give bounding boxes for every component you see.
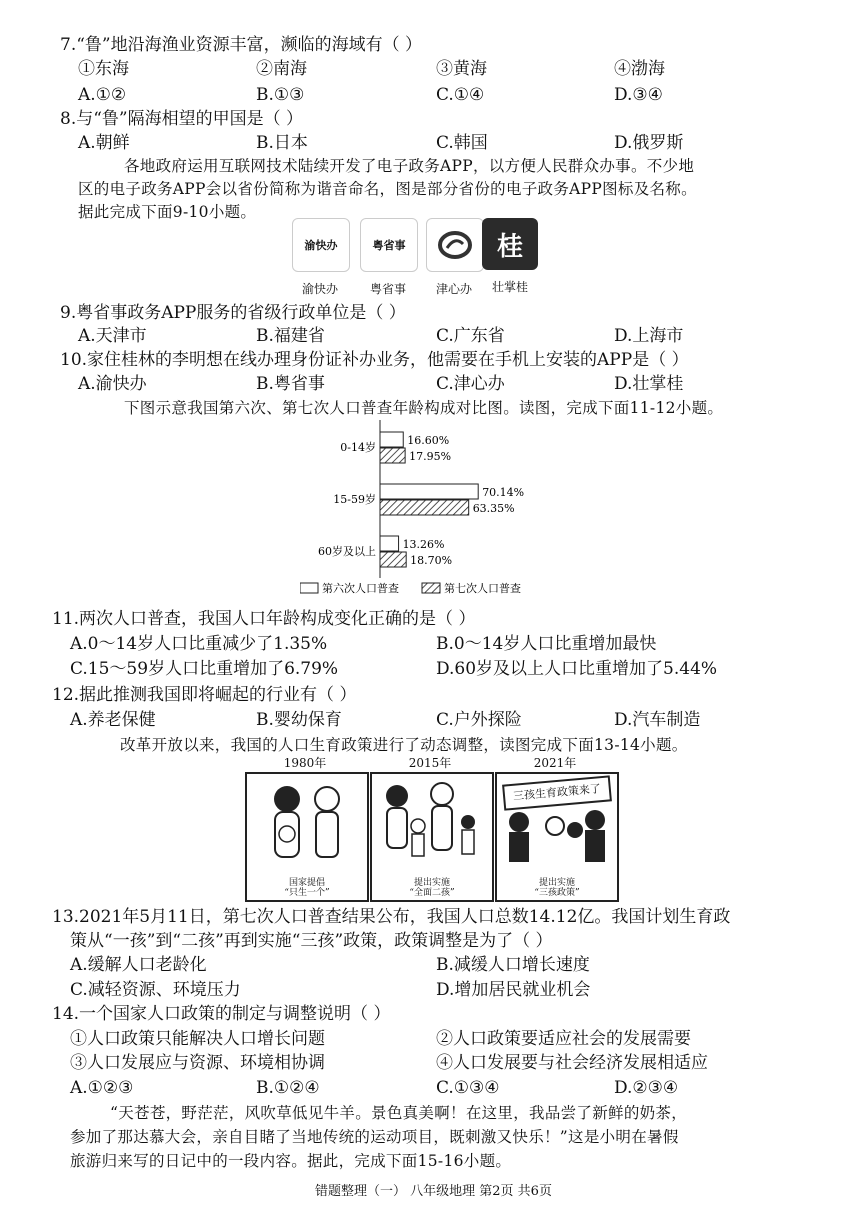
q8-option-b: B.日本 [256,133,308,153]
chart-bar [380,552,406,567]
app-zhuangzhanggui [482,218,538,295]
chart-category-label: 0-14岁 [340,441,376,454]
q13-option-d: D.增加居民就业机会 [436,980,591,1000]
q14-option-a: A.①②③ [70,1078,134,1098]
chart-bar [380,500,469,515]
zhuangzhanggui-icon-text: 桂 [496,231,523,262]
cartoon-caption-1980: 国家提倡 “只生一个” [284,878,330,898]
chart-legend-swatch [300,583,318,593]
q14-stem: 14.一个国家人口政策的制定与调整说明（ ） [52,1004,391,1024]
q11-stem: 11.两次人口普查，我国人口年龄构成变化正确的是（ ） [52,609,476,629]
q11-option-c: C.15～59岁人口比重增加了6.79% [70,659,339,679]
chart-legend-swatch [422,583,440,593]
q10-option-c: C.津心办 [436,374,505,394]
one-child-family-icon [247,774,367,874]
jinxinban-logo-icon [437,230,473,260]
app-icon-row [292,218,642,298]
yueshengshi-icon-text: 粤省事 [372,239,406,252]
chart-data-label: 17.95% [409,450,452,463]
chart-data-label: 16.60% [407,434,450,447]
three-child-sign: 三孩生育政策来了 [502,775,612,810]
age-structure-chart [300,420,600,605]
page-footer: 错题整理（一） 八年级地理 第2页 共6页 [315,1184,552,1199]
q14-item-1: ①人口政策只能解决人口增长问题 [70,1029,325,1049]
cartoon-year-2021: 2021年 [533,756,577,770]
q12-stem: 12.据此推测我国即将崛起的行业有（ ） [52,685,357,705]
intro9-line-3: 据此完成下面9-10小题。 [78,203,257,221]
q7-item-4: ④渤海 [614,59,665,79]
intro9-line-1: 各地政府运用互联网技术陆续开发了电子政务APP，以方便人民群众办事。不少地 [124,157,695,175]
q9-option-a: A.天津市 [78,326,147,346]
chart-legend-label: 第六次人口普查 [322,582,399,595]
chart-bar [380,484,478,499]
q14-item-2: ②人口政策要适应社会的发展需要 [436,1029,691,1049]
zhuangzhanggui-icon [482,218,538,270]
intro15-line-2: 参加了那达慕大会，亲自目睹了当地传统的运动项目，既刺激又快乐！”这是小明在暑假 [70,1128,679,1146]
cartoon-two-child [370,772,494,902]
q13-option-c: C.减轻资源、环境压力 [70,980,241,1000]
chart-data-label: 63.35% [472,502,515,515]
q13-stem-line-2: 策从“一孩”到“二孩”再到实施“三孩”政策，政策调整是为了（ ） [70,931,553,951]
q9-option-c: C.广东省 [436,326,505,346]
cartoon-caption-2015: 提出实施 “全面二孩” [409,878,455,898]
app-label-yukuaiban: 渝快办 [301,282,338,296]
q13-option-b: B.减缓人口增长速度 [436,955,590,975]
yukuaiban-icon-text: 渝快办 [304,239,338,252]
q10-option-a: A.渝快办 [78,374,147,394]
q7-item-3: ③黄海 [436,59,487,79]
app-jinxinban [426,218,482,297]
q9-option-b: B.福建省 [256,326,325,346]
q7-option-a: A.①② [78,85,127,105]
q12-option-d: D.汽车制造 [614,710,701,730]
chart-category-label: 15-59岁 [333,493,376,506]
q10-option-b: B.粤省事 [256,374,325,394]
q10-stem: 10.家住桂林的李明想在线办理身份证补办业务，他需要在手机上安装的APP是（ ） [60,350,689,370]
cartoon-one-child [245,772,369,902]
intro15-line-3: 旅游归来写的日记中的一段内容。据此，完成下面15-16小题。 [70,1152,512,1170]
cartoon-year-1980: 1980年 [283,756,327,770]
yueshengshi-icon [360,218,418,272]
q14-item-4: ④人口发展要与社会经济发展相适应 [436,1053,708,1073]
q7-stem: 7.“鲁”地沿海渔业资源丰富，濒临的海域有（ ） [60,35,423,55]
yukuaiban-icon [292,218,350,272]
q7-item-1: ①东海 [78,59,129,79]
intro13-text: 改革开放以来，我国的人口生育政策进行了动态调整，读图完成下面13-14小题。 [120,736,688,754]
q14-option-c: C.①③④ [436,1078,500,1098]
chart-bar [380,448,405,463]
q8-option-c: C.韩国 [436,133,488,153]
cartoon-three-child [495,772,619,902]
cartoon-year-2015: 2015年 [408,756,452,770]
app-yueshengshi [360,218,416,297]
q8-option-a: A.朝鲜 [78,133,130,153]
q11-option-d: D.60岁及以上人口比重增加了5.44% [436,659,718,679]
q14-option-d: D.②③④ [614,1078,679,1098]
intro9-line-2: 区的电子政务APP会以省份简称为谐音命名，图是部分省份的电子政务APP图标及名称。 [78,180,697,198]
two-child-family-icon [372,774,492,874]
app-label-yueshengshi: 粤省事 [369,282,406,296]
app-label-zhuangzhanggui: 壮掌桂 [491,280,528,294]
chart-data-label: 13.26% [402,538,445,551]
q12-option-b: B.婴幼保育 [256,710,342,730]
q14-option-b: B.①②④ [256,1078,320,1098]
q12-option-a: A.养老保健 [70,710,156,730]
chart-data-label: 70.14% [482,486,525,499]
chart-category-label: 60岁及以上 [318,545,376,558]
q8-option-d: D.俄罗斯 [614,133,684,153]
q14-item-3: ③人口发展应与资源、环境相协调 [70,1053,325,1073]
q10-option-d: D.壮掌桂 [614,374,684,394]
intro11-text: 下图示意我国第六次、第七次人口普查年龄构成对比图。读图，完成下面11-12小题。 [124,399,724,417]
q7-item-2: ②南海 [256,59,307,79]
q11-option-a: A.0～14岁人口比重减少了1.35% [70,634,328,654]
q8-stem: 8.与“鲁”隔海相望的甲国是（ ） [60,109,304,129]
q12-option-c: C.户外探险 [436,710,522,730]
jinxinban-icon [426,218,484,272]
app-yukuaiban [292,218,348,297]
intro15-line-1: “天苍苍，野茫茫，风吹草低见牛羊。景色真美啊！在这里，我品尝了新鲜的奶茶， [110,1104,688,1122]
q13-stem-line-1: 13.2021年5月11日，第七次人口普查结果公布，我国人口总数14.12亿。我国计划生育政 [52,907,731,927]
q7-option-d: D.③④ [614,85,663,105]
chart-data-label: 18.70% [410,554,453,567]
q7-option-b: B.①③ [256,85,305,105]
q9-option-d: D.上海市 [614,326,684,346]
chart-bar [380,536,399,551]
q9-stem: 9.粤省事政务APP服务的省级行政单位是（ ） [60,303,406,323]
q11-option-b: B.0～14岁人口比重增加最快 [436,634,657,654]
cartoon-caption-2021: 提出实施 “三孩政策” [534,878,580,898]
q13-option-a: A.缓解人口老龄化 [70,955,207,975]
chart-legend-label: 第七次人口普查 [444,582,521,595]
chart-bar [380,432,403,447]
q7-option-c: C.①④ [436,85,485,105]
app-label-jinxinban: 津心办 [435,282,472,296]
